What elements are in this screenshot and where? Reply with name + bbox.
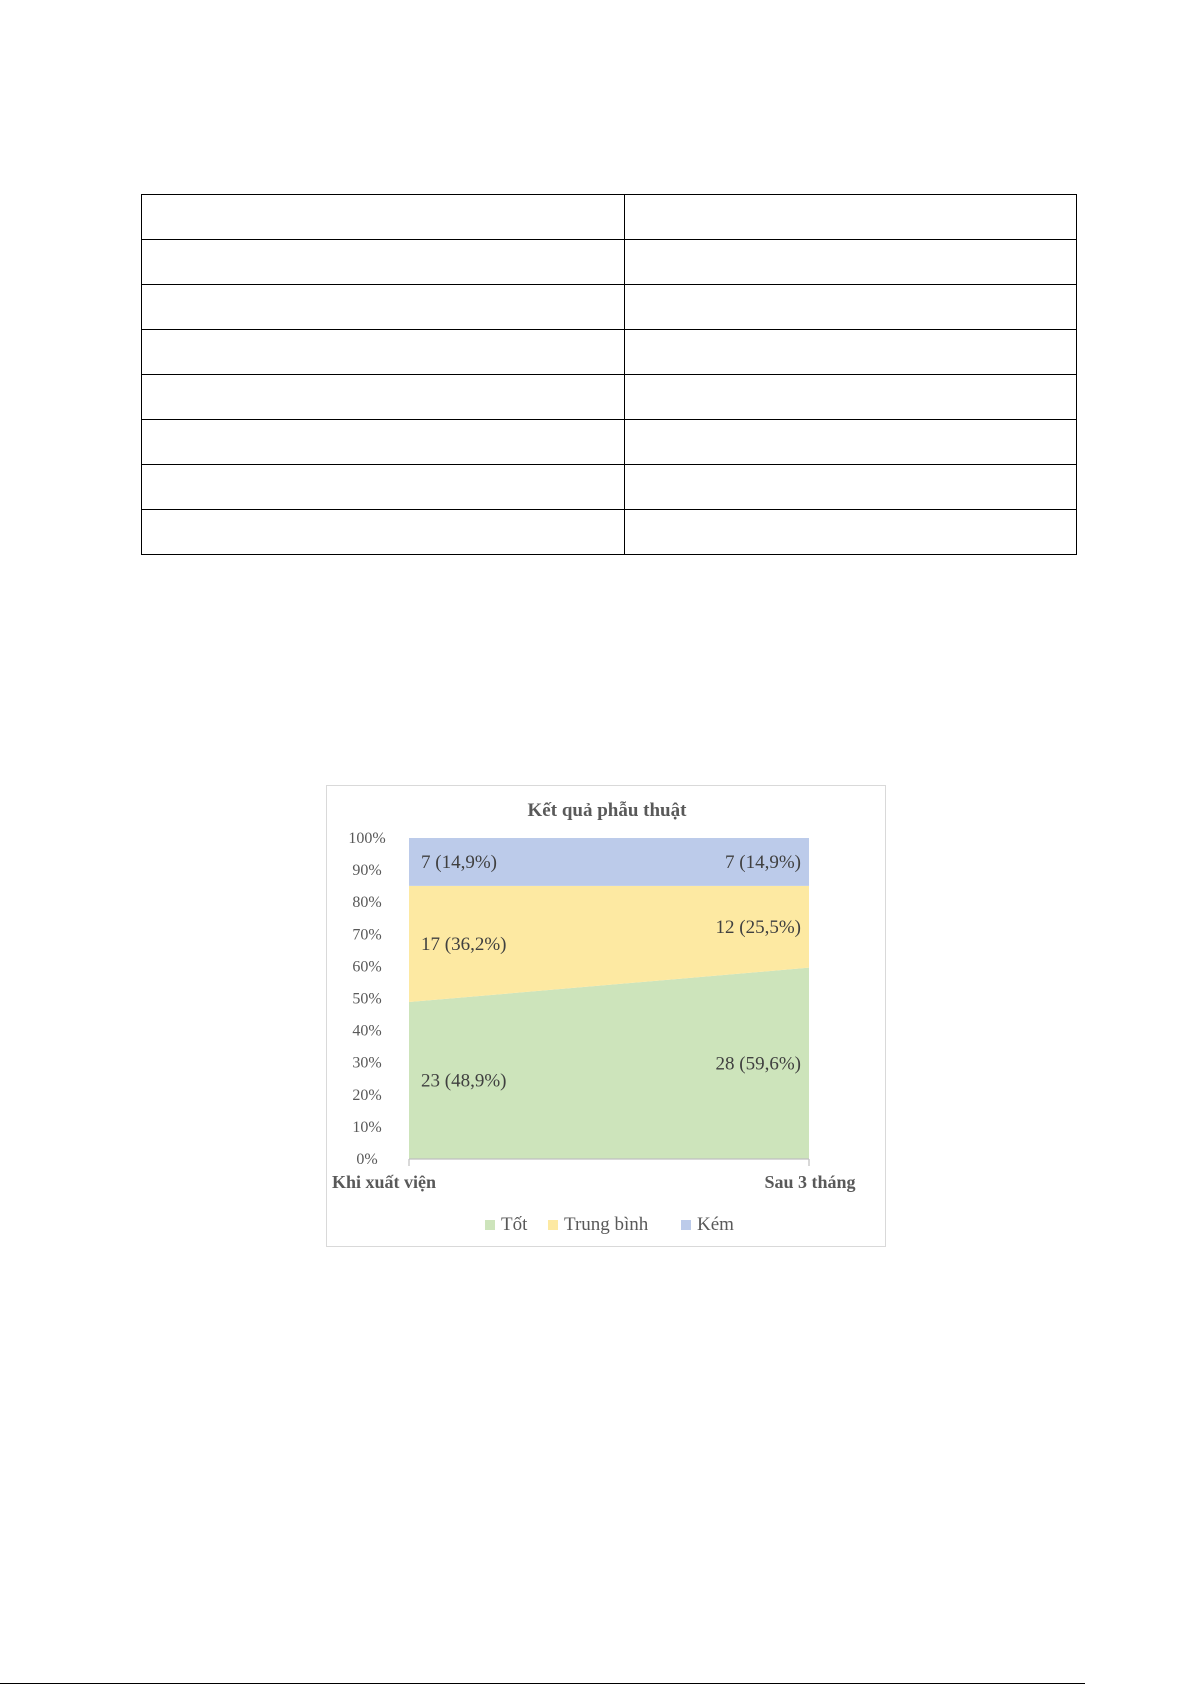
empty-table [141, 194, 1077, 555]
table-cell [625, 195, 1077, 240]
table-row [142, 240, 1077, 285]
x-tick-label: Khi xuất viện [331, 1172, 437, 1192]
data-label: 12 (25,5%) [715, 916, 801, 938]
table-cell [142, 420, 625, 465]
data-label: 17 (36,2%) [421, 933, 507, 955]
table-row [142, 375, 1077, 420]
legend-swatch [548, 1220, 558, 1230]
y-tick-label: 70% [352, 926, 382, 944]
legend-label: Tốt [501, 1214, 528, 1235]
table-cell [625, 465, 1077, 510]
table-row [142, 510, 1077, 555]
table-cell [142, 240, 625, 285]
data-label: 28 (59,6%) [715, 1053, 801, 1075]
y-tick-label: 80% [352, 894, 382, 912]
table-row [142, 330, 1077, 375]
table-cell [625, 285, 1077, 330]
table-cell [142, 375, 625, 420]
data-label: 7 (14,9%) [725, 851, 801, 873]
legend-label: Trung bình [564, 1214, 649, 1235]
table-cell [142, 285, 625, 330]
y-tick-label: 30% [352, 1054, 382, 1072]
table-row [142, 420, 1077, 465]
x-tick-label: Sau 3 tháng [764, 1172, 856, 1192]
legend-swatch [485, 1220, 495, 1230]
table-row [142, 285, 1077, 330]
table-cell [625, 510, 1077, 555]
table-cell [625, 330, 1077, 375]
y-tick-label: 20% [352, 1086, 382, 1104]
y-tick-label: 10% [352, 1118, 382, 1136]
table-cell [625, 240, 1077, 285]
table-cell [625, 420, 1077, 465]
table-cell [142, 510, 625, 555]
table-cell [625, 375, 1077, 420]
legend-label: Kém [697, 1214, 734, 1235]
y-tick-label: 90% [352, 862, 382, 880]
data-label: 7 (14,9%) [421, 851, 497, 873]
table-row [142, 195, 1077, 240]
y-tick-label: 60% [352, 958, 382, 976]
chart-svg [327, 786, 887, 1248]
y-tick-label: 50% [352, 990, 382, 1008]
chart-title: Kết quả phẫu thuật [527, 800, 687, 821]
table-cell [142, 330, 625, 375]
table-cell [142, 465, 625, 510]
table-cell [142, 195, 625, 240]
table-row [142, 465, 1077, 510]
chart [326, 785, 886, 1247]
y-tick-label: 40% [352, 1022, 382, 1040]
data-label: 23 (48,9%) [421, 1070, 507, 1092]
y-tick-label: 100% [348, 830, 386, 847]
y-tick-label: 0% [356, 1151, 378, 1168]
legend-swatch [681, 1220, 691, 1230]
page-bottom-rule [0, 1683, 1085, 1684]
